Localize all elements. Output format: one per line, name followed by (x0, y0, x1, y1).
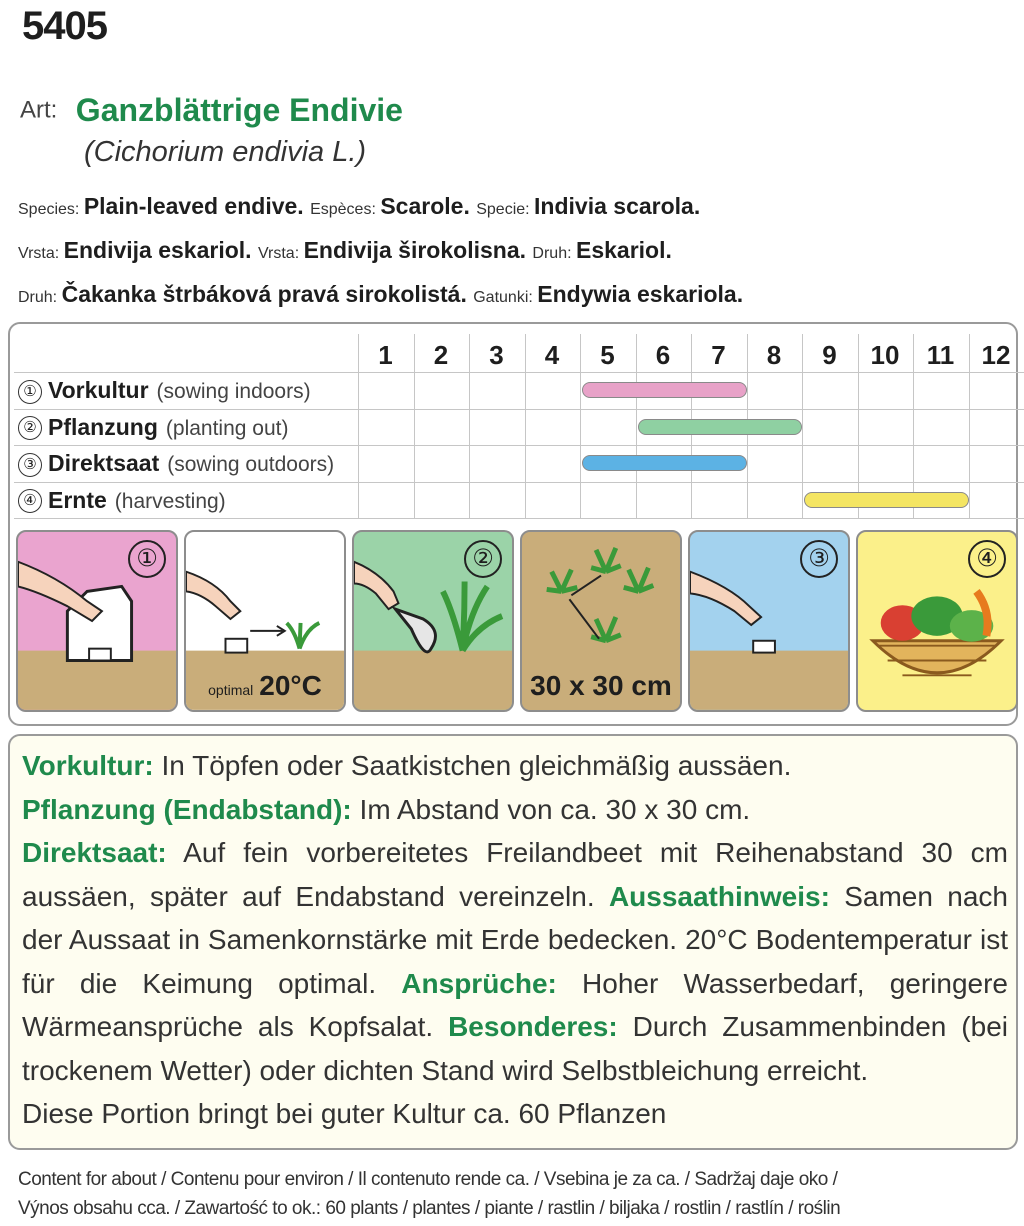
direktsaat-heading: Direktsaat: (22, 837, 167, 868)
besonderes-heading: Besonderes: (448, 1011, 618, 1042)
activity-name-de: Ernte (48, 486, 107, 513)
species-name: Endivija eskariol. (63, 237, 258, 263)
illustration-caption (522, 670, 680, 702)
species-name: Eskariol. (575, 237, 672, 263)
month-label: 11 (926, 340, 955, 370)
vorkultur-text: In Töpfen oder Saatkistchen gleichmäßig aussäen. (153, 750, 792, 781)
month-label: 12 (981, 340, 1011, 370)
species-translations (18, 186, 1018, 318)
month-label: 3 (489, 340, 504, 370)
illustration-panel (184, 530, 346, 712)
step-badge-icon: ③ (800, 540, 838, 578)
species-lang-label: Vrsta: (18, 245, 64, 262)
activity-period-bar (638, 419, 803, 435)
species-name: Scarole. (380, 193, 477, 219)
activity-period-bar (582, 382, 747, 398)
footer-line-1: Content for about / Contenu pour environ / Il contenuto rende ca. / Vsebina je za ca. / Sadržaj daje oko / (18, 1169, 838, 1190)
portion-line: Diese Portion bringt bei guter Kultur ca. 60 Pflanzen (22, 1098, 667, 1129)
month-label: 4 (544, 340, 560, 370)
species-lang-label: Vrsta: (257, 245, 304, 262)
illustration-caption-small: optimal (208, 682, 254, 698)
instructions-line-vorkultur (22, 744, 1008, 788)
month-label: 6 (655, 340, 671, 370)
ansprueche-text: Hoher Wasserbedarf, geringere Wärmeansprüche als Kopfsalat. (22, 967, 1008, 1042)
step-badge-icon: ② (464, 540, 502, 578)
activity-name-en: (harvesting) (114, 489, 226, 513)
activity-label (18, 409, 288, 445)
sowing-calendar (8, 322, 1018, 726)
step-number-icon: ④ (18, 489, 42, 513)
illustration-panel (856, 530, 1018, 712)
month-label: 5 (600, 340, 615, 370)
species-lang-label: Species: (18, 201, 84, 218)
species-name: Plain-leaved endive. (83, 193, 311, 219)
art-label: Art: (20, 96, 58, 124)
activity-period-bar (804, 492, 969, 508)
instructions-text (22, 744, 1008, 1136)
month-label: 9 (822, 340, 837, 370)
pflanzung-heading: Pflanzung (Endabstand): (22, 793, 352, 825)
month-label: 8 (766, 340, 782, 370)
product-code: 5405 (22, 4, 107, 48)
month-label: 1 (378, 340, 393, 370)
activity-name-de: Vorkultur (48, 377, 149, 403)
content-footer (18, 1165, 1018, 1223)
step-number-icon: ③ (18, 453, 42, 477)
species-line (18, 230, 1018, 274)
species-name: Indivia scarola. (534, 193, 701, 219)
illustration-panel (352, 530, 514, 712)
activity-name-de: Direktsaat (48, 450, 160, 476)
activity-name-en: (sowing indoors) (156, 380, 311, 403)
grid-row-line (14, 518, 1024, 519)
illustration-panel (520, 530, 682, 712)
pflanzung-text: Im Abstand von ca. 30 x 30 cm. (351, 793, 751, 825)
direktsaat-text: Auf fein vorbereitetes Freilandbeet mit Reihenabstand 30 cm aussäen, später auf Endabstand vereinzeln. (22, 837, 1008, 912)
species-lang-label: Druh: (18, 289, 62, 306)
step-badge-icon: ④ (968, 540, 1006, 578)
activity-name-en: (planting out) (165, 416, 289, 440)
art-row (20, 92, 403, 132)
illustration-caption (186, 670, 344, 702)
besonderes-text: Durch Zusammenbinden (bei trockenem Wetter) oder dichten Stand wird Selbstbleichung erreicht. (22, 1011, 1008, 1086)
footer-line-2: Výnos obsahu cca. / Zawartość to ok.: 60 plants / plantes / piante / rastlin / biljaka / rostlin / rastlín / roślin (18, 1198, 841, 1219)
species-lang-label: Specie: (476, 201, 535, 218)
ansprueche-heading: Ansprüche: (401, 967, 557, 999)
species-name: Endivija širokolisna. (303, 237, 533, 263)
illustration-caption-text: 30 x 30 cm (530, 670, 672, 701)
activity-name-de: Pflanzung (48, 413, 158, 440)
species-line (18, 186, 1018, 230)
month-label: 7 (711, 340, 726, 370)
species-name: Čakanka štrbáková pravá sirokolistá. (61, 281, 474, 307)
species-lang-label: Druh: (532, 245, 576, 262)
instructions-paragraph-main (22, 831, 1008, 1092)
activity-label (18, 372, 311, 408)
month-label: 2 (433, 340, 449, 370)
illustration-panel (16, 530, 178, 712)
art-name: Ganzblättrige Endivie (75, 92, 403, 128)
step-badge-icon: ① (128, 540, 166, 578)
species-lang-label: Espèces: (310, 201, 381, 218)
instructions-panel (8, 734, 1018, 1150)
aussaathinweis-text: Samen nach der Aussaat in Samenkornstärke mit Erde bedecken. 20°C Bodentemperatur ist für die Keimung optimal. (22, 880, 1008, 999)
illustration-panel (688, 530, 850, 712)
activity-label (18, 482, 226, 518)
instructions-line-pflanzung (22, 788, 1008, 832)
aussaathinweis-heading: Aussaathinweis: (608, 880, 830, 912)
month-label: 10 (870, 340, 900, 370)
step-number-icon: ② (18, 416, 42, 440)
latin-name: (Cichorium endivia L.) (84, 136, 367, 168)
activity-period-bar (582, 455, 747, 471)
species-line (18, 274, 1018, 318)
activity-label (18, 445, 334, 481)
species-lang-label: Gatunki: (473, 289, 538, 306)
activity-name-en: (sowing outdoors) (167, 453, 335, 476)
illustration-caption-text: 20°C (259, 670, 322, 701)
step-number-icon: ① (18, 380, 42, 404)
vorkultur-heading: Vorkultur: (22, 750, 154, 781)
species-name: Endywia eskariola. (537, 281, 744, 307)
